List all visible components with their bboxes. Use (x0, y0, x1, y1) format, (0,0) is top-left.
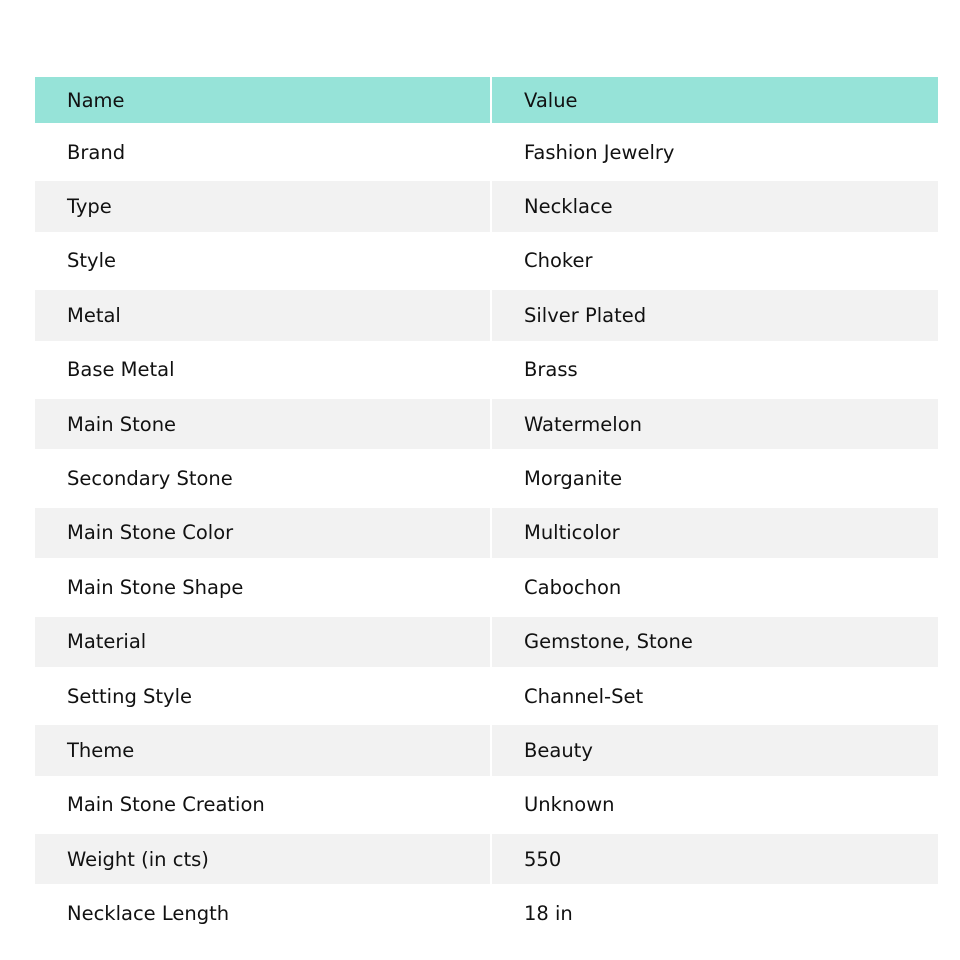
table-row (35, 723, 938, 777)
table-row (35, 125, 938, 179)
table-row (35, 886, 938, 940)
attribute-name: Necklace Length (35, 886, 490, 940)
attribute-value: Unknown (490, 778, 938, 832)
attribute-name: Brand (35, 125, 490, 179)
attribute-name: Type (35, 179, 490, 233)
attribute-name: Theme (35, 723, 490, 777)
column-header-name: Name (35, 77, 490, 125)
attribute-value: Multicolor (490, 506, 938, 560)
attribute-name: Base Metal (35, 343, 490, 397)
table-row (35, 778, 938, 832)
attribute-name: Main Stone (35, 397, 490, 451)
attribute-value: Silver Plated (490, 288, 938, 342)
attribute-name: Secondary Stone (35, 451, 490, 505)
attribute-name: Setting Style (35, 669, 490, 723)
attribute-value: Morganite (490, 451, 938, 505)
table-row (35, 451, 938, 505)
attribute-name: Style (35, 234, 490, 288)
attribute-name: Main Stone Creation (35, 778, 490, 832)
table-row (35, 234, 938, 288)
attribute-name: Metal (35, 288, 490, 342)
attribute-value: Choker (490, 234, 938, 288)
attribute-name: Weight (in cts) (35, 832, 490, 886)
attribute-value: Watermelon (490, 397, 938, 451)
attribute-name: Main Stone Color (35, 506, 490, 560)
attribute-value: Beauty (490, 723, 938, 777)
attribute-value: Cabochon (490, 560, 938, 614)
table-row (35, 343, 938, 397)
attribute-value: Channel-Set (490, 669, 938, 723)
attribute-value: Brass (490, 343, 938, 397)
attribute-value: Fashion Jewelry (490, 125, 938, 179)
table-row (35, 615, 938, 669)
attribute-value: 550 (490, 832, 938, 886)
table-row (35, 397, 938, 451)
specifications-table (35, 77, 938, 941)
table-body (35, 125, 938, 941)
table-row (35, 506, 938, 560)
table-row (35, 288, 938, 342)
attribute-value: 18 in (490, 886, 938, 940)
attribute-name: Main Stone Shape (35, 560, 490, 614)
table-header (35, 77, 938, 125)
attribute-value: Necklace (490, 179, 938, 233)
attribute-name: Material (35, 615, 490, 669)
table-row (35, 669, 938, 723)
table-row (35, 560, 938, 614)
column-header-value: Value (490, 77, 938, 125)
table-row (35, 179, 938, 233)
attribute-value: Gemstone, Stone (490, 615, 938, 669)
header-row (35, 77, 938, 125)
table-row (35, 832, 938, 886)
